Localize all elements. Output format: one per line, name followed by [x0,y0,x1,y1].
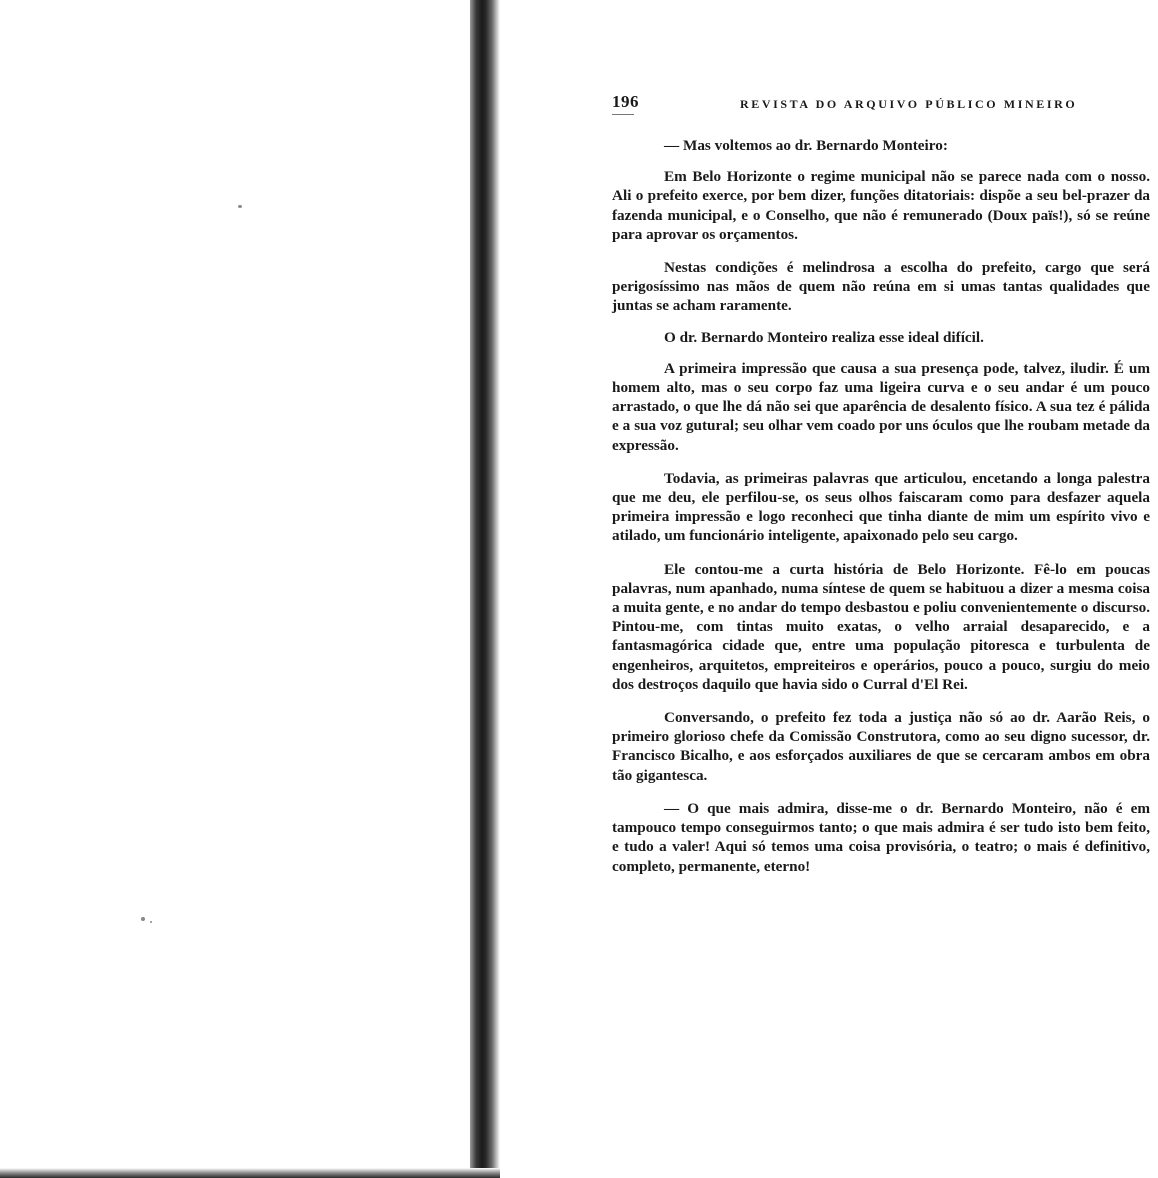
paragraph: A primeira impressão que causa a sua presença pode, talvez, iludir. É um homem alto, mas o seu corpo faz uma ligeira curva e o seu andar é um pouco arrastado, o que lhe dá não sei que aparência de desalento físico. A sua tez é pálida e a sua voz gutural; seu olhar vem coado por uns óculos que lhe roubam metade da expressão. [612,359,1150,454]
article-body [612,136,1150,890]
paper-speck [238,205,242,208]
paragraph: Nestas condições é melindrosa a escolha do prefeito, cargo que será perigosíssimo nas mãos de quem não reúna em si umas tantas qualidades que juntas se acham raramente. [612,259,1150,315]
book-gutter-shadow [470,0,500,1178]
paragraph: Ele contou-me a curta história de Belo Horizonte. Fê-lo em poucas palavras, num apanhado, numa síntese de quem se habituou a dizer a mesma coisa a muita gente, e no andar do tempo desbastou e poliu convenientemente o discurso. Pintou-me, com tintas muito exatas, o velho arraial desaparecido, e a fantasmagórica cidade que, entre uma população pitoresca e turbulenta de engenheiros, arquitetos, empreiteiros e operários, pouco a pouco, surgiu do meio dos destroços daquilo que havia sido o Curral d'El Rei. [612,560,1150,693]
paragraph: Todavia, as primeiras palavras que articulou, encetando a longa palestra que me deu, ele perfilou-se, os seus olhos faiscaram como para desfazer aquela primeira impressão e logo reconheci que tinha diante de mim um espírito vivo e atilado, um funcionário inteligente, apaixonado pelo seu cargo. [612,469,1150,545]
header-rule [612,114,634,115]
page-number: 196 [612,92,639,111]
paragraph: — O que mais admira, disse-me o dr. Bernardo Monteiro, não é em tampouco tempo conseguirmos tanto; o que mais admira é ser tudo isto bem feito, e tudo a valer! Aqui só temos uma coisa provisória, o teatro; o mais é definitivo, completo, permanente, eterno! [612,799,1150,875]
paragraph: Em Belo Horizonte o regime municipal não se parece nada com o nosso. Ali o prefeito exerce, por bem dizer, funções ditatoriais: dispõe a seu bel-prazer da fazenda municipal, e o Conselho, que não é remunerado (Doux païs!), só se reúne para aprovar os orçamentos. [612,168,1150,243]
blank-left-page [0,0,470,1178]
page-header [612,92,1152,116]
paragraph: O dr. Bernardo Monteiro realiza esse ideal difícil. [664,328,984,346]
paragraph: Conversando, o prefeito fez toda a justiça não só ao dr. Aarão Reis, o primeiro glorioso chefe da Comissão Construtora, como ao seu digno sucessor, dr. Francisco Bicalho, e aos esforçados auxiliares de que se cercaram ambos em obra tão gigantesca. [612,709,1150,784]
paper-speck [150,921,152,923]
text-page [500,0,1158,1178]
running-title: REVISTA DO ARQUIVO PÚBLICO MINEIRO [740,97,1078,111]
paper-speck [141,917,145,921]
page-bottom-edge-shadow [0,1168,500,1178]
paragraph: — Mas voltemos ao dr. Bernardo Monteiro: [664,137,948,154]
